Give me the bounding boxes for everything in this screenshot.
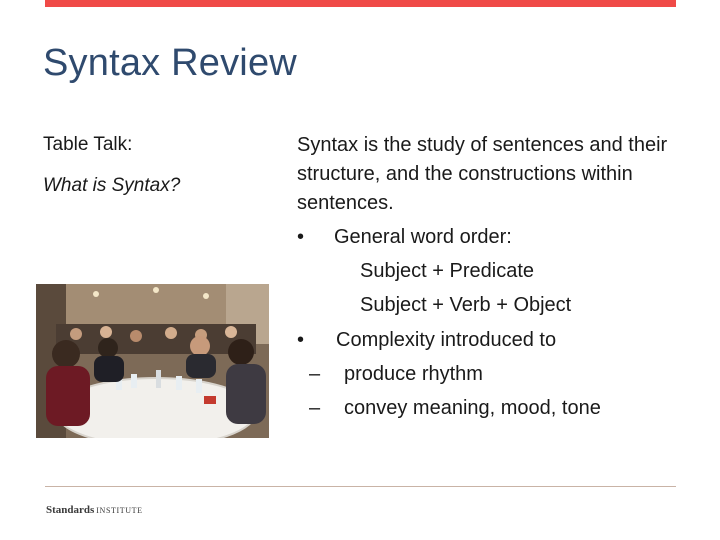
dash-marker: – — [309, 397, 321, 419]
table-talk-label: Table Talk: — [43, 134, 133, 155]
left-column — [43, 133, 263, 198]
bullet-word-order — [297, 223, 697, 252]
slide-title: Syntax Review — [43, 42, 297, 84]
sub-item-text: Subject + Predicate — [360, 260, 534, 282]
right-column — [297, 131, 697, 423]
dash-item-text: produce rhythm — [344, 363, 483, 385]
sub-item — [297, 291, 697, 320]
bullet-marker: • — [297, 329, 305, 351]
dash-item — [297, 394, 697, 423]
syntax-question: What is Syntax? — [43, 175, 181, 196]
conference-photo — [36, 284, 269, 438]
bullet-marker: • — [297, 226, 305, 248]
top-accent-bar — [45, 0, 676, 7]
dash-marker: – — [309, 363, 321, 385]
syntax-definition: Syntax is the study of sentences and their structure, and the constructions within sentences. — [297, 134, 668, 214]
bullet-text: Complexity introduced to — [336, 329, 557, 351]
standards-institute-logo — [46, 504, 143, 516]
dash-item — [297, 360, 697, 389]
sub-item — [297, 257, 697, 286]
sub-item-text: Subject + Verb + Object — [360, 294, 572, 316]
logo-word-standards: Standards — [46, 504, 95, 516]
logo-word-institute: INSTITUTE — [96, 506, 143, 515]
bullet-text: General word order: — [334, 226, 512, 248]
dash-item-text: convey meaning, mood, tone — [344, 397, 601, 419]
bullet-complexity — [297, 326, 697, 355]
footer-divider — [45, 486, 676, 487]
